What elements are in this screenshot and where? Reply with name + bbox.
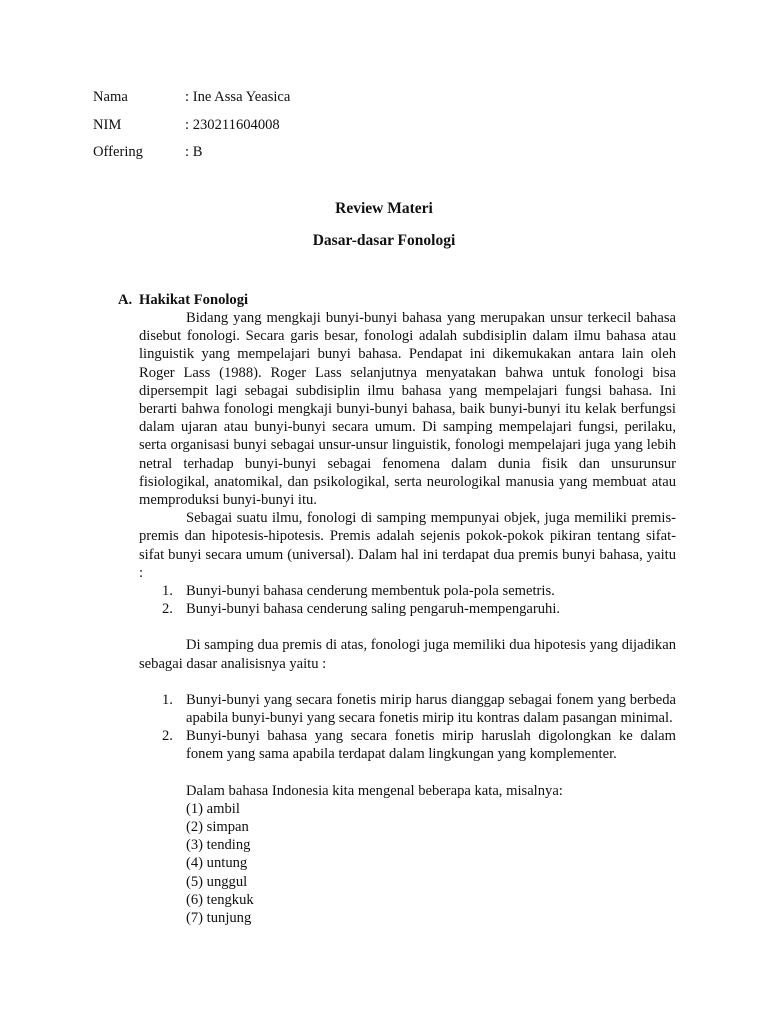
example-item: (4) untung	[186, 855, 248, 872]
paragraph-2: Sebagai suatu ilmu, fonologi di samping mempunyai objek, juga memiliki premis-premis dan hipotesis-hipotesis. Premis adalah sejenis pokok-pokok pikiran tentang sifat-sifat bunyi secara umum (universal). Dalam hal ini terdapat dua premis bunyi bahasa, yaitu :	[139, 510, 676, 581]
section-content	[139, 309, 676, 927]
info-row-name	[93, 87, 290, 115]
document-subtitle: Dasar-dasar Fonologi	[312, 232, 456, 249]
list-number: 1.	[162, 691, 173, 708]
list-item	[139, 727, 676, 763]
example-item: (1) ambil	[186, 800, 240, 817]
list-text: Bunyi-bunyi bahasa cenderung saling pengaruh-mempengaruhi.	[186, 601, 561, 618]
info-label: Offering	[93, 144, 143, 160]
student-info	[93, 87, 290, 170]
info-row-offering	[93, 142, 290, 170]
example-item: (3) tending	[186, 837, 251, 854]
list-item	[139, 600, 676, 618]
paragraph-1: Bidang yang mengkaji bunyi-bunyi bahasa yang merupakan unsur terkecil bahasa disebut fonologi. Secara garis besar, fonologi adalah subdisiplin dalam ilmu bahasa atau linguistik yang mempelajari bunyi bahasa. Pendapat ini dikemukakan antara lain oleh Roger Lass (1988). Roger Lass selanjutnya menyatakan bahwa untuk fonologi bisa dipersempit lagi sebagai subdisiplin ilmu bahasa yang mempelajari fungsi bahasa. Ini berarti bahwa fonologi mengkaji bunyi-bunyi bahasa, baik bunyi-bunyi itu kelak berfungsi dalam ujaran atau bunyi-bunyi secara umum. Di samping mempelajari fungsi, perilaku, serta organisasi bunyi sebagai unsur-unsur linguistik, fonologi mempelajari juga yang lebih netral terhadap bunyi-bunyi sebagai fenomena dalam dunia fisik dan unsurunsur fisiologikal, anatomikal, dan psikologikal, serta neurologikal manusia yang membuat atau memproduksi bunyi-bunyi itu.	[139, 310, 676, 509]
info-label: NIM	[93, 116, 122, 133]
example-item: (6) tengkuk	[186, 891, 254, 908]
examples-list	[139, 800, 676, 927]
premises-list	[139, 582, 676, 618]
info-value: : B	[185, 144, 203, 160]
document-title: Review Materi	[335, 200, 433, 217]
list-number: 2.	[162, 601, 173, 618]
list-item	[139, 691, 676, 727]
example-item: (5) unggul	[186, 873, 248, 890]
section-letter: A.	[118, 292, 133, 308]
info-row-nim	[93, 115, 290, 143]
paragraph-3: Di samping dua premis di atas, fonologi juga memiliki dua hipotesis yang dijadikan sebagai dasar analisisnya yaitu :	[139, 637, 676, 672]
list-number: 1.	[162, 583, 173, 600]
example-item: (2) simpan	[186, 819, 249, 836]
section-a	[118, 291, 676, 927]
info-value: : Ine Assa Yeasica	[185, 89, 291, 105]
list-number: 2.	[162, 728, 173, 745]
list-text: Bunyi-bunyi yang secara fonetis mirip harus dianggap sebagai fonem yang berbeda apabila bunyi-bunyi yang secara fonetis mirip itu kontras dalam pasangan minimal.	[186, 691, 676, 727]
paragraph-4: Dalam bahasa Indonesia kita mengenal beberapa kata, misalnya:	[186, 782, 563, 799]
hypotheses-list	[139, 691, 676, 764]
example-item: (7) tunjung	[186, 910, 252, 927]
info-label: Nama	[93, 89, 128, 105]
info-value: : 230211604008	[185, 116, 280, 133]
list-text: Bunyi-bunyi bahasa yang secara fonetis mirip haruslah digolongkan ke dalam fonem yang sama apabila terdapat dalam lingkungan yang komplementer.	[186, 728, 676, 763]
list-text: Bunyi-bunyi bahasa cenderung membentuk pola-pola semetris.	[186, 583, 555, 600]
section-title: Hakikat Fonologi	[139, 292, 249, 308]
list-item	[139, 582, 676, 600]
section-heading	[118, 291, 676, 309]
